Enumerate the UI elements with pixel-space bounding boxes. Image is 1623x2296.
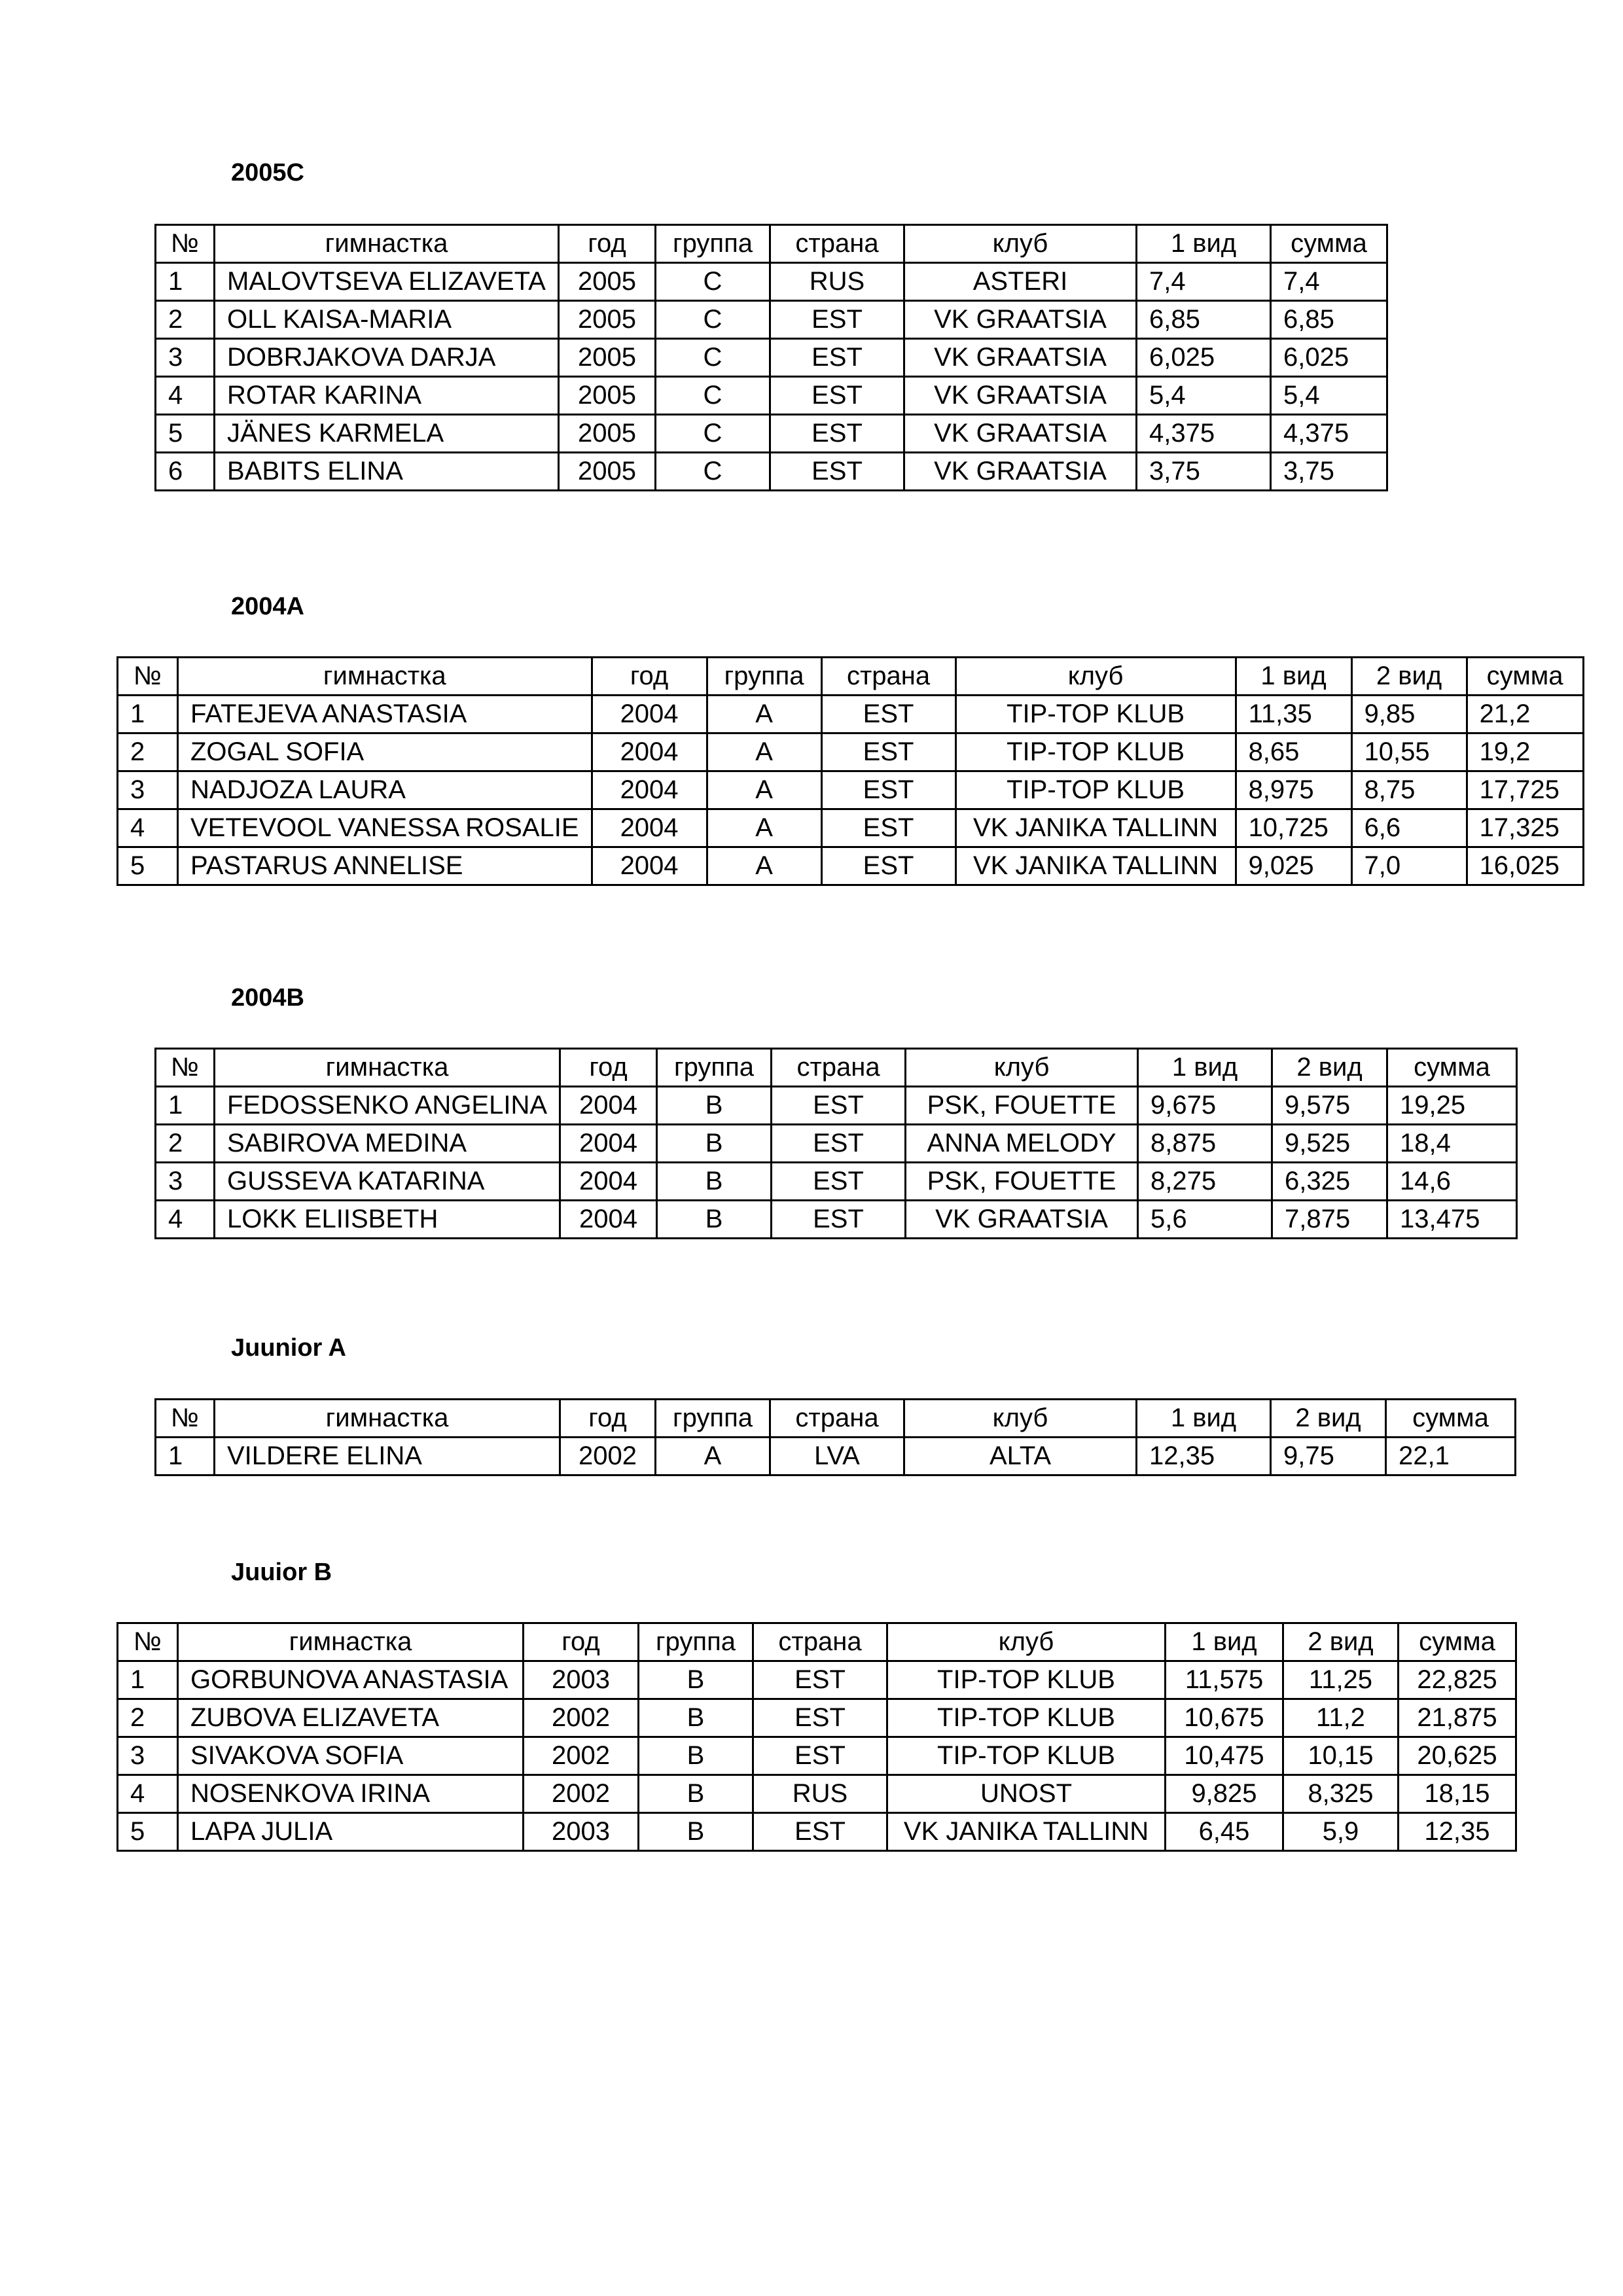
table-cell: TIP-TOP KLUB — [955, 733, 1236, 771]
column-header: сумма — [1271, 225, 1387, 263]
table-cell: B — [639, 1661, 753, 1699]
column-header: № — [156, 1400, 215, 1438]
table-cell: 10,475 — [1166, 1737, 1283, 1775]
table-cell: NADJOZA LAURA — [178, 771, 592, 809]
table-cell: 6,025 — [1137, 339, 1271, 377]
table-cell: EST — [821, 733, 955, 771]
table-row — [156, 453, 1387, 491]
table-cell: 5 — [118, 1813, 178, 1851]
table-cell: FATEJEVA ANASTASIA — [178, 696, 592, 733]
table-row — [156, 1163, 1517, 1201]
table-cell: VK GRAATSIA — [904, 339, 1137, 377]
table-cell: 7,4 — [1137, 263, 1271, 301]
table-cell: 19,25 — [1387, 1087, 1517, 1125]
table-cell: 5 — [156, 415, 215, 453]
table-row — [118, 847, 1584, 885]
section-heading: 2004B — [231, 984, 304, 1012]
table-cell: 10,725 — [1236, 809, 1351, 847]
column-header: сумма — [1387, 1049, 1517, 1087]
table-row — [156, 1201, 1517, 1239]
table-cell: 4,375 — [1271, 415, 1387, 453]
table-cell: 8,975 — [1236, 771, 1351, 809]
table-cell: 7,875 — [1272, 1201, 1387, 1239]
table-cell: EST — [753, 1699, 887, 1737]
table-cell: B — [639, 1775, 753, 1813]
table-cell: LOKK ELIISBETH — [215, 1201, 560, 1239]
table-cell: 11,2 — [1283, 1699, 1399, 1737]
table-cell: 8,75 — [1351, 771, 1467, 809]
table-row — [156, 1087, 1517, 1125]
table-cell: 11,575 — [1166, 1661, 1283, 1699]
table-cell: EST — [770, 377, 904, 415]
table-cell: ZUBOVA ELIZAVETA — [178, 1699, 524, 1737]
table-row — [118, 1661, 1516, 1699]
table-cell: GUSSEVA KATARINA — [215, 1163, 560, 1201]
column-header: клуб — [904, 1400, 1137, 1438]
section-heading: 2005C — [231, 159, 304, 186]
table-cell: MALOVTSEVA ELIZAVETA — [215, 263, 559, 301]
table-cell: 9,85 — [1351, 696, 1467, 733]
table-header-row — [156, 225, 1387, 263]
column-header: гимнастка — [178, 658, 592, 696]
table-cell: ALTA — [904, 1438, 1137, 1475]
table-cell: VK GRAATSIA — [906, 1201, 1138, 1239]
table-row — [156, 415, 1387, 453]
table-cell: 5,6 — [1138, 1201, 1272, 1239]
table-cell: EST — [772, 1163, 906, 1201]
column-header: № — [156, 225, 215, 263]
column-header: 1 вид — [1138, 1049, 1272, 1087]
results-table — [154, 1048, 1518, 1239]
table-cell: A — [656, 1438, 770, 1475]
table-cell: EST — [772, 1087, 906, 1125]
table-cell: EST — [821, 809, 955, 847]
table-cell: 3 — [156, 339, 215, 377]
column-header: год — [524, 1623, 639, 1661]
table-cell: B — [657, 1201, 772, 1239]
table-cell: 2004 — [592, 771, 707, 809]
table-row — [156, 1125, 1517, 1163]
table-cell: SIVAKOVA SOFIA — [178, 1737, 524, 1775]
column-header: год — [592, 658, 707, 696]
table-cell: 2003 — [524, 1661, 639, 1699]
table-cell: 8,275 — [1138, 1163, 1272, 1201]
table-row — [118, 733, 1584, 771]
table-cell: FEDOSSENKO ANGELINA — [215, 1087, 560, 1125]
table-row — [118, 696, 1584, 733]
table-cell: 10,55 — [1351, 733, 1467, 771]
table-cell: 9,525 — [1272, 1125, 1387, 1163]
column-header: № — [156, 1049, 215, 1087]
table-cell: 10,675 — [1166, 1699, 1283, 1737]
column-header: год — [560, 1049, 657, 1087]
table-cell: PSK, FOUETTE — [906, 1087, 1138, 1125]
table-row — [156, 377, 1387, 415]
table-cell: C — [656, 453, 770, 491]
table-cell: TIP-TOP KLUB — [887, 1737, 1166, 1775]
table-cell: A — [707, 696, 821, 733]
table-cell: B — [657, 1125, 772, 1163]
table-cell: 2 — [118, 1699, 178, 1737]
column-header: группа — [657, 1049, 772, 1087]
table-row — [118, 1775, 1516, 1813]
table-cell: BABITS ELINA — [215, 453, 559, 491]
section-heading: 2004A — [231, 593, 304, 620]
table-cell: TIP-TOP KLUB — [955, 696, 1236, 733]
table-cell: GORBUNOVA ANASTASIA — [178, 1661, 524, 1699]
table-cell: 3 — [118, 1737, 178, 1775]
table-cell: 1 — [118, 696, 178, 733]
results-table — [116, 656, 1584, 886]
table-cell: 4 — [118, 809, 178, 847]
column-header: страна — [770, 1400, 904, 1438]
table-cell: 4 — [118, 1775, 178, 1813]
table-cell: 22,825 — [1399, 1661, 1516, 1699]
table-cell: 3 — [118, 771, 178, 809]
table-cell: 1 — [118, 1661, 178, 1699]
table-cell: TIP-TOP KLUB — [955, 771, 1236, 809]
column-header: группа — [656, 1400, 770, 1438]
table-cell: 8,875 — [1138, 1125, 1272, 1163]
table-cell: 1 — [156, 1438, 215, 1475]
table-row — [156, 339, 1387, 377]
table-row — [156, 263, 1387, 301]
table-header-row — [118, 1623, 1516, 1661]
table-cell: 2 — [118, 733, 178, 771]
table-cell: 11,25 — [1283, 1661, 1399, 1699]
column-header: группа — [639, 1623, 753, 1661]
table-cell: PASTARUS ANNELISE — [178, 847, 592, 885]
table-cell: 2004 — [592, 809, 707, 847]
table-cell: 3 — [156, 1163, 215, 1201]
table-cell: RUS — [770, 263, 904, 301]
column-header: группа — [707, 658, 821, 696]
table-row — [118, 809, 1584, 847]
table-cell: 2002 — [524, 1775, 639, 1813]
table-cell: 2004 — [592, 847, 707, 885]
column-header: № — [118, 658, 178, 696]
table-cell: 2005 — [559, 453, 656, 491]
table-cell: VK JANIKA TALLINN — [887, 1813, 1166, 1851]
table-cell: 2 — [156, 1125, 215, 1163]
table-cell: 12,35 — [1137, 1438, 1271, 1475]
table-cell: 9,025 — [1236, 847, 1351, 885]
table-cell: 7,0 — [1351, 847, 1467, 885]
column-header: клуб — [904, 225, 1137, 263]
table-row — [118, 771, 1584, 809]
column-header: 2 вид — [1271, 1400, 1386, 1438]
table-cell: 6,45 — [1166, 1813, 1283, 1851]
table-cell: A — [707, 771, 821, 809]
column-header: 2 вид — [1272, 1049, 1387, 1087]
table-cell: EST — [821, 696, 955, 733]
table-row — [118, 1737, 1516, 1775]
column-header: клуб — [887, 1623, 1166, 1661]
table-cell: EST — [772, 1201, 906, 1239]
table-cell: 2004 — [560, 1087, 657, 1125]
table-cell: 2003 — [524, 1813, 639, 1851]
table-cell: 14,6 — [1387, 1163, 1517, 1201]
table-cell: 5,9 — [1283, 1813, 1399, 1851]
table-cell: B — [639, 1737, 753, 1775]
table-cell: 8,325 — [1283, 1775, 1399, 1813]
table-cell: 2004 — [592, 696, 707, 733]
table-cell: 2005 — [559, 301, 656, 339]
table-cell: 6 — [156, 453, 215, 491]
table-cell: NOSENKOVA IRINA — [178, 1775, 524, 1813]
table-cell: 2005 — [559, 377, 656, 415]
table-cell: EST — [770, 301, 904, 339]
table-row — [156, 1438, 1516, 1475]
table-cell: 2004 — [560, 1163, 657, 1201]
table-cell: TIP-TOP KLUB — [887, 1699, 1166, 1737]
column-header: сумма — [1467, 658, 1583, 696]
table-cell: VETEVOOL VANESSA ROSALIE — [178, 809, 592, 847]
column-header: год — [560, 1400, 656, 1438]
table-cell: TIP-TOP KLUB — [887, 1661, 1166, 1699]
table-cell: 16,025 — [1467, 847, 1583, 885]
table-cell: EST — [770, 339, 904, 377]
table-cell: 7,4 — [1271, 263, 1387, 301]
column-header: № — [118, 1623, 178, 1661]
column-header: гимнастка — [215, 1049, 560, 1087]
table-cell: C — [656, 263, 770, 301]
table-cell: DOBRJAKOVA DARJA — [215, 339, 559, 377]
column-header: гимнастка — [178, 1623, 524, 1661]
table-cell: 3,75 — [1271, 453, 1387, 491]
table-cell: 6,325 — [1272, 1163, 1387, 1201]
table-cell: EST — [821, 847, 955, 885]
column-header: сумма — [1399, 1623, 1516, 1661]
table-cell: C — [656, 301, 770, 339]
column-header: 1 вид — [1137, 1400, 1271, 1438]
table-cell: VK JANIKA TALLINN — [955, 809, 1236, 847]
table-cell: 2004 — [560, 1125, 657, 1163]
section-heading: Juuior B — [231, 1559, 332, 1586]
table-cell: 11,35 — [1236, 696, 1351, 733]
column-header: год — [559, 225, 656, 263]
table-cell: 18,15 — [1399, 1775, 1516, 1813]
table-cell: 1 — [156, 1087, 215, 1125]
table-cell: A — [707, 733, 821, 771]
column-header: группа — [656, 225, 770, 263]
column-header: страна — [753, 1623, 887, 1661]
table-cell: EST — [770, 415, 904, 453]
table-cell: 2002 — [524, 1737, 639, 1775]
table-cell: 9,575 — [1272, 1087, 1387, 1125]
table-cell: 2002 — [560, 1438, 656, 1475]
table-cell: 2004 — [592, 733, 707, 771]
table-cell: 5 — [118, 847, 178, 885]
column-header: страна — [821, 658, 955, 696]
table-cell: C — [656, 377, 770, 415]
table-header-row — [156, 1049, 1517, 1087]
table-cell: 9,75 — [1271, 1438, 1386, 1475]
table-cell: B — [639, 1699, 753, 1737]
table-cell: 19,2 — [1467, 733, 1583, 771]
table-cell: VILDERE ELINA — [215, 1438, 560, 1475]
table-cell: EST — [821, 771, 955, 809]
table-cell: 22,1 — [1386, 1438, 1516, 1475]
table-cell: 3,75 — [1137, 453, 1271, 491]
table-row — [118, 1699, 1516, 1737]
table-cell: EST — [772, 1125, 906, 1163]
table-cell: 5,4 — [1271, 377, 1387, 415]
table-cell: 9,825 — [1166, 1775, 1283, 1813]
table-header-row — [156, 1400, 1516, 1438]
table-cell: 13,475 — [1387, 1201, 1517, 1239]
table-cell: 2004 — [560, 1201, 657, 1239]
table-cell: 9,675 — [1138, 1087, 1272, 1125]
table-header-row — [118, 658, 1584, 696]
table-cell: 2005 — [559, 339, 656, 377]
table-cell: 12,35 — [1399, 1813, 1516, 1851]
table-cell: ZOGAL SOFIA — [178, 733, 592, 771]
results-table — [116, 1622, 1517, 1852]
table-cell: C — [656, 339, 770, 377]
results-table — [154, 224, 1388, 491]
table-row — [156, 301, 1387, 339]
table-cell: OLL KAISA-MARIA — [215, 301, 559, 339]
table-cell: A — [707, 809, 821, 847]
column-header: гимнастка — [215, 1400, 560, 1438]
column-header: 2 вид — [1351, 658, 1467, 696]
table-cell: 17,325 — [1467, 809, 1583, 847]
table-cell: JÄNES KARMELA — [215, 415, 559, 453]
table-cell: 2005 — [559, 263, 656, 301]
table-cell: 4,375 — [1137, 415, 1271, 453]
column-header: 1 вид — [1137, 225, 1271, 263]
column-header: страна — [770, 225, 904, 263]
column-header: гимнастка — [215, 225, 559, 263]
table-cell: 6,85 — [1271, 301, 1387, 339]
table-cell: 18,4 — [1387, 1125, 1517, 1163]
table-cell: 6,85 — [1137, 301, 1271, 339]
table-cell: 21,2 — [1467, 696, 1583, 733]
table-cell: ANNA MELODY — [906, 1125, 1138, 1163]
table-cell: PSK, FOUETTE — [906, 1163, 1138, 1201]
column-header: 1 вид — [1236, 658, 1351, 696]
table-cell: VK GRAATSIA — [904, 301, 1137, 339]
table-cell: EST — [753, 1813, 887, 1851]
table-cell: RUS — [753, 1775, 887, 1813]
column-header: клуб — [955, 658, 1236, 696]
table-cell: VK GRAATSIA — [904, 415, 1137, 453]
table-cell: 4 — [156, 1201, 215, 1239]
table-cell: 5,4 — [1137, 377, 1271, 415]
table-cell: 1 — [156, 263, 215, 301]
table-cell: B — [639, 1813, 753, 1851]
table-cell: EST — [753, 1737, 887, 1775]
table-cell: B — [657, 1163, 772, 1201]
table-cell: EST — [770, 453, 904, 491]
table-cell: VK GRAATSIA — [904, 377, 1137, 415]
table-cell: LAPA JULIA — [178, 1813, 524, 1851]
column-header: 1 вид — [1166, 1623, 1283, 1661]
table-cell: 21,875 — [1399, 1699, 1516, 1737]
table-cell: ROTAR KARINA — [215, 377, 559, 415]
table-cell: C — [656, 415, 770, 453]
table-cell: 2005 — [559, 415, 656, 453]
table-cell: 17,725 — [1467, 771, 1583, 809]
table-cell: SABIROVA MEDINA — [215, 1125, 560, 1163]
table-cell: 2002 — [524, 1699, 639, 1737]
table-cell: EST — [753, 1661, 887, 1699]
results-table — [154, 1398, 1516, 1476]
table-cell: A — [707, 847, 821, 885]
column-header: сумма — [1386, 1400, 1516, 1438]
table-cell: 4 — [156, 377, 215, 415]
table-cell: 20,625 — [1399, 1737, 1516, 1775]
table-cell: 8,65 — [1236, 733, 1351, 771]
table-cell: VK JANIKA TALLINN — [955, 847, 1236, 885]
table-cell: UNOST — [887, 1775, 1166, 1813]
table-cell: 10,15 — [1283, 1737, 1399, 1775]
column-header: клуб — [906, 1049, 1138, 1087]
table-row — [118, 1813, 1516, 1851]
table-cell: 6,025 — [1271, 339, 1387, 377]
table-cell: B — [657, 1087, 772, 1125]
table-cell: LVA — [770, 1438, 904, 1475]
table-cell: VK GRAATSIA — [904, 453, 1137, 491]
column-header: страна — [772, 1049, 906, 1087]
column-header: 2 вид — [1283, 1623, 1399, 1661]
table-cell: ASTERI — [904, 263, 1137, 301]
table-cell: 2 — [156, 301, 215, 339]
table-cell: 6,6 — [1351, 809, 1467, 847]
section-heading: Juunior A — [231, 1334, 346, 1362]
